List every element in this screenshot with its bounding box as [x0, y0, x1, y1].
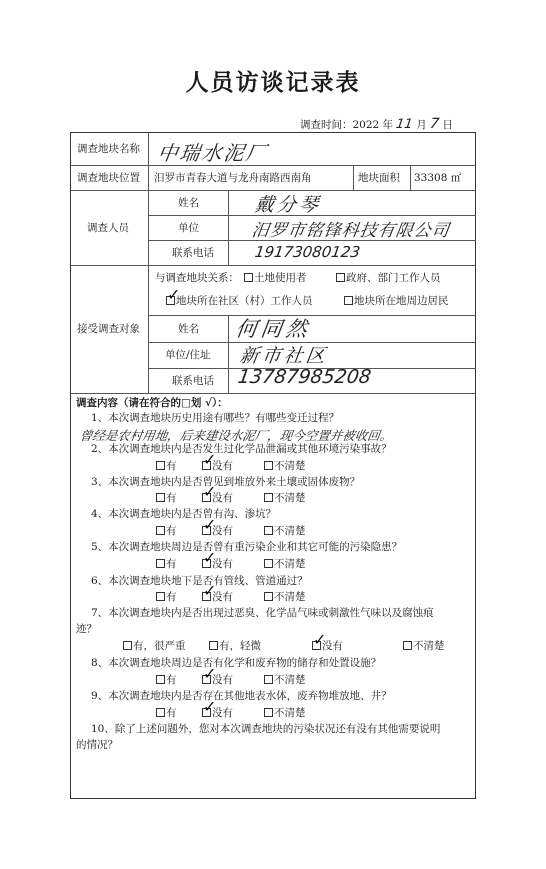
q7-option-no[interactable]: ✓ 没有: [312, 639, 343, 653]
col-divider: [228, 190, 229, 265]
q2-option-yes[interactable]: 有: [156, 459, 177, 473]
q2-option-unsure[interactable]: 不清楚: [264, 459, 306, 473]
question-3: 3、本次调查地块内是否曾见到堆放外来土壤或固体废物？: [91, 476, 361, 488]
row-divider: [70, 165, 476, 166]
question-4: 4、本次调查地块内是否曾有沟、渗坑？: [91, 508, 277, 520]
date-month[interactable]: 11: [395, 117, 415, 132]
q6-option-no[interactable]: ✓ 没有: [202, 590, 233, 604]
plot-name-value[interactable]: 中瑞水泥厂: [156, 141, 270, 165]
q4-option-unsure[interactable]: 不清楚: [264, 524, 306, 538]
row-divider: [70, 393, 476, 394]
col-divider: [353, 165, 354, 190]
plot-name-label: 调查地块名称: [77, 143, 140, 155]
int-name-value[interactable]: 何同然: [234, 317, 313, 341]
q5-option-no[interactable]: ✓ 没有: [202, 557, 233, 571]
int-name-label: 姓名: [178, 323, 199, 335]
inv-name-label: 姓名: [178, 197, 199, 209]
question-10-continued: 的情况？: [76, 739, 118, 751]
relation-label: 与调查地块关系：: [155, 272, 239, 284]
q9-option-yes[interactable]: 有: [156, 706, 177, 720]
content-header: 调查内容（请在符合的□划 √）：: [76, 397, 228, 409]
int-phone-value[interactable]: 13787985208: [236, 366, 373, 388]
checkbox-checked[interactable]: [166, 296, 175, 305]
checkbox[interactable]: [336, 273, 345, 282]
inv-phone-value[interactable]: 19173080123: [253, 243, 362, 261]
q8-option-unsure[interactable]: 不清楚: [264, 673, 306, 687]
q4-option-no[interactable]: ✓ 没有: [202, 524, 233, 538]
inv-phone-label: 联系电话: [172, 247, 214, 259]
q3-option-unsure[interactable]: 不清楚: [264, 491, 306, 505]
q6-option-yes[interactable]: 有: [156, 590, 177, 604]
int-unit-label: 单位/住址: [165, 349, 211, 361]
row-divider: [70, 265, 476, 266]
q4-option-yes[interactable]: 有: [156, 524, 177, 538]
int-unit-value[interactable]: 新市社区: [238, 345, 330, 367]
q7-option-severe[interactable]: 有，很严重: [123, 639, 186, 653]
date-label: 调查时间：2022 年: [300, 119, 394, 131]
q7-option-mild[interactable]: 有，轻微: [209, 639, 261, 653]
q3-option-yes[interactable]: 有: [156, 491, 177, 505]
question-1-answer[interactable]: 曾经是农村用地，后来建设水泥厂，现今空置并被收回。: [78, 428, 394, 443]
plot-area-value: 33308 ㎡: [414, 172, 462, 184]
relation-option-land-user[interactable]: 土地使用者: [244, 271, 307, 285]
inv-unit-label: 单位: [178, 222, 199, 234]
question-6: 6、本次调查地块地下是否有管线、管道通过？: [91, 575, 308, 587]
question-5: 5、本次调查地块周边是否曾有重污染企业和其它可能的污染隐患？: [91, 541, 403, 553]
relation-option-community-worker[interactable]: ✓地块所在社区（村）工作人员: [166, 294, 313, 308]
q7-option-unsure[interactable]: 不清楚: [403, 639, 445, 653]
checkbox[interactable]: [244, 273, 253, 282]
question-8: 8、本次调查地块周边是否有化学和废弃物的储存和处置设施？: [91, 657, 382, 669]
plot-location-value: 汨罗市青春大道与龙舟南路西南角: [154, 172, 312, 184]
inv-name-value[interactable]: 戴分琴: [253, 194, 323, 216]
inv-unit-value[interactable]: 汨罗市铭锋科技有限公司: [250, 221, 452, 241]
q8-option-no[interactable]: ✓ 没有: [202, 673, 233, 687]
q6-option-unsure[interactable]: 不清楚: [264, 590, 306, 604]
col-divider: [410, 165, 411, 190]
int-phone-label: 联系电话: [172, 375, 214, 387]
question-1: 1、本次调查地块历史用途有哪些？有哪些变迁过程？: [91, 412, 340, 424]
date-day[interactable]: 7: [429, 116, 441, 132]
relation-option-government[interactable]: 政府、部门工作人员: [336, 271, 441, 285]
question-7-continued: 迹？: [76, 623, 97, 635]
survey-date: [300, 116, 453, 132]
checkbox[interactable]: [344, 296, 353, 305]
date-month-unit: 月: [416, 119, 427, 131]
q2-option-no[interactable]: ✓ 没有: [202, 459, 233, 473]
plot-location-label: 调查地块位置: [77, 172, 140, 184]
q3-option-no[interactable]: ✓ 没有: [202, 491, 233, 505]
col-divider: [228, 315, 229, 393]
page-title: 人员访谈记录表: [185, 69, 361, 96]
q5-option-unsure[interactable]: 不清楚: [264, 557, 306, 571]
interviewee-label: 接受调查对象: [77, 323, 140, 335]
relation-option-nearby-resident[interactable]: 地块所在地周边居民: [344, 294, 449, 308]
q9-option-unsure[interactable]: 不清楚: [264, 706, 306, 720]
col-divider: [148, 132, 149, 393]
question-7: 7、本次调查地块内是否出现过恶臭、化学品气味或刺激性气味以及腐蚀痕: [91, 607, 434, 619]
plot-area-label: 地块面积: [358, 172, 400, 184]
date-day-unit: 日: [442, 119, 453, 131]
q9-option-no[interactable]: ✓ 没有: [202, 706, 233, 720]
question-2: 2、本次调查地块内是否发生过化学品泄漏或其他环境污染事故？: [91, 443, 392, 455]
question-9: 9、本次调查地块内是否存在其他地表水体，废弃物堆放地、井？: [91, 690, 392, 702]
q8-option-yes[interactable]: 有: [156, 673, 177, 687]
q5-option-yes[interactable]: 有: [156, 557, 177, 571]
question-10: 10、除了上述问题外，您对本次调查地块的污染状况还有没有其他需要说明: [91, 723, 441, 735]
investigator-label: 调查人员: [87, 222, 129, 234]
